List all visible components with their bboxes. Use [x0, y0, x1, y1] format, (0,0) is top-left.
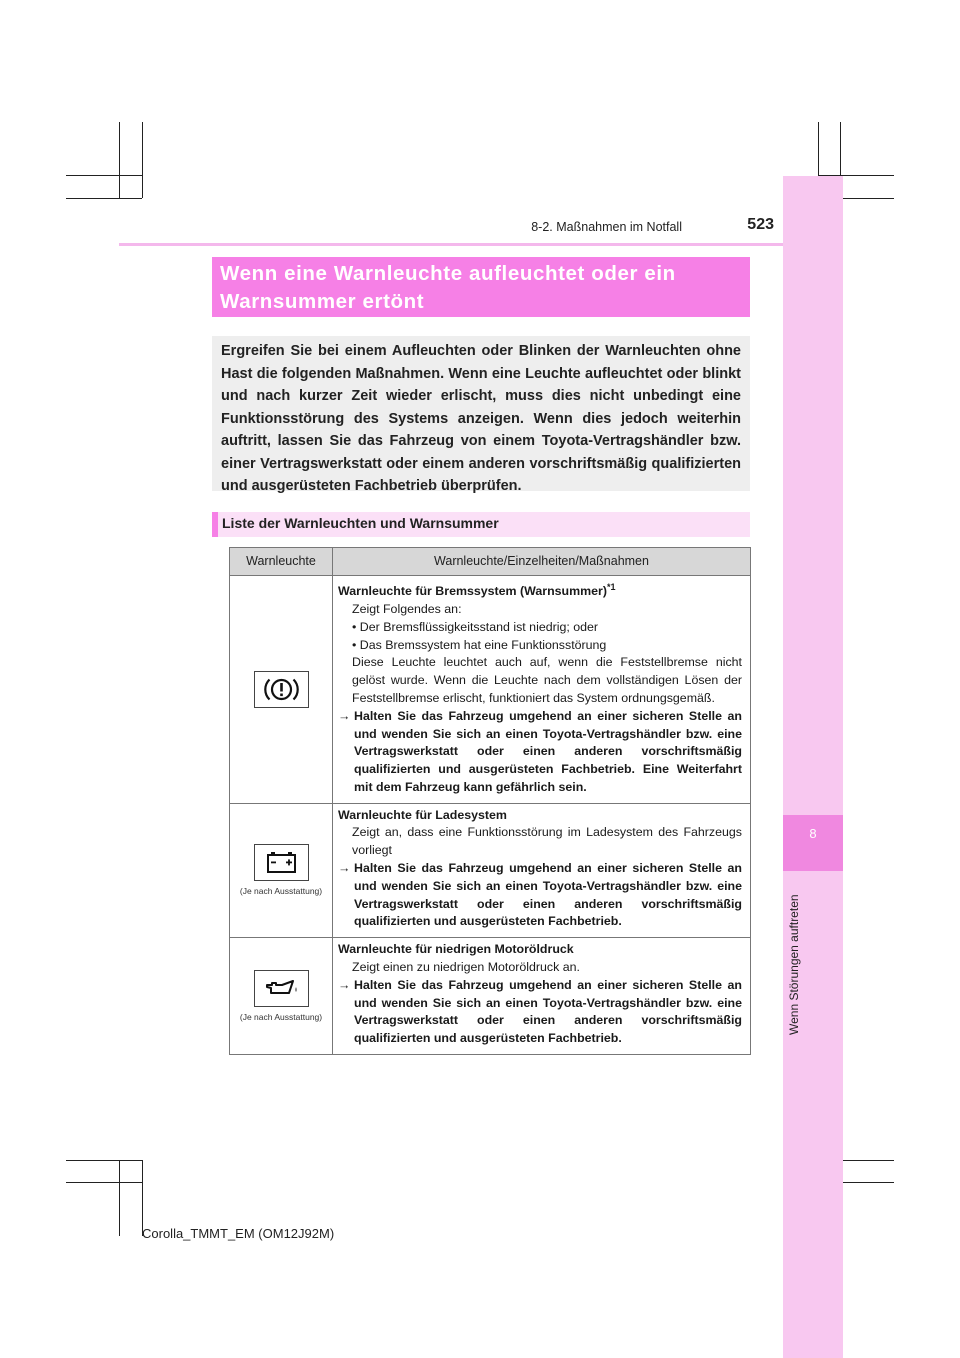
crop-mark	[66, 198, 142, 199]
brake-warning-icon	[254, 671, 309, 708]
header-divider	[119, 243, 783, 246]
table-header-light: Warnleuchte	[230, 548, 333, 576]
table-header-details: Warnleuchte/Einzelheiten/Maßnahmen	[333, 548, 751, 576]
section-label: 8-2. Maßnahmen im Notfall	[531, 220, 682, 234]
battery-icon	[254, 844, 309, 881]
table-row	[230, 803, 751, 938]
crop-mark	[119, 1160, 120, 1236]
bullet-text: Der Bremsflüssigkeitsstand ist niedrig; oder	[359, 619, 599, 634]
warning-detail: Zeigt an, dass eine Funktionsstörung im Ladesystem des Fahrzeugs vorliegt	[352, 825, 742, 858]
footnote-marker: *1	[607, 582, 616, 592]
warning-light-cell	[230, 803, 333, 938]
table-header-row	[230, 548, 751, 576]
table-row	[230, 576, 751, 804]
page-number: 523	[747, 216, 774, 233]
table-row	[230, 938, 751, 1055]
warning-title	[338, 579, 742, 601]
subheading: Liste der Warnleuchten und Warnsummer	[222, 515, 499, 531]
warning-detail: Zeigt einen zu niedrigen Motoröldruck an.	[352, 960, 580, 975]
list-item: • Der Bremsflüssigkeitsstand ist niedrig; oder	[352, 619, 599, 634]
availability-caption: (Je nach Ausstattung)	[239, 886, 323, 897]
warning-title: Warnleuchte für Ladesystem	[338, 807, 507, 822]
availability-caption: (Je nach Ausstattung)	[239, 1012, 323, 1023]
page-title-line1: Wenn eine Warnleuchte aufleuchtet oder ein	[220, 262, 676, 285]
crop-mark	[119, 122, 120, 198]
bullet-text: Das Bremssystem hat eine Funktionsstörung	[359, 637, 607, 652]
warning-action	[338, 708, 742, 797]
warning-light-table	[229, 547, 751, 1055]
warning-light-cell	[230, 576, 333, 804]
list-item: • Das Bremssystem hat eine Funktionsstörung	[352, 637, 607, 652]
crop-mark	[142, 1160, 143, 1236]
action-text: Halten Sie das Fahrzeug umgehend an einer sicheren Stelle an und wenden Sie sich an einen Toyota-Vertragshändler bzw. eine Vertragswerkstatt oder einen anderen vorschriftsmäßig qualifizierten und ausgerüsteten Fachbetrieb.	[354, 977, 742, 1046]
warning-action	[338, 977, 742, 1048]
crop-mark	[66, 175, 142, 176]
intro-text: Ergreifen Sie bei einem Aufleuchten oder Blinken der Warnleuchten ohne Hast die folgenden Maßnahmen. Wenn eine Leuchte aufleuchtet oder blinkt und nach kurzer Zeit wieder erlischt, muss dies nicht unbedingt eine Funktionsstörung des Systems anzeigen. Wenn dies jedoch weiterhin auftritt, lassen Sie das Fahrzeug von einem Toyota-Vertragshändler bzw. einer Vertragswerkstatt oder einem anderen vorschriftsmäßig qualifizierten und ausgerüsteten Fachbetrieb überprüfen.	[221, 343, 741, 494]
chapter-number: 8	[809, 826, 817, 841]
chapter-sidebar	[783, 176, 843, 1358]
arrow-icon: →	[338, 861, 351, 876]
chapter-title: Wenn Störungen auftreten	[787, 894, 801, 1035]
arrow-icon: →	[338, 977, 351, 992]
warning-intro: Zeigt Folgendes an:	[352, 601, 462, 616]
action-text: Halten Sie das Fahrzeug umgehend an einer sicheren Stelle an und wenden Sie sich an einen Toyota-Vertragshändler bzw. eine Vertragswerkstatt oder einen anderen vorschriftsmäßig qualifizierten und ausgerüsteten Fachbetrieb. Eine Weiterfahrt mit dem Fahrzeug kann gefährlich sein.	[354, 708, 742, 794]
crop-mark	[66, 1182, 142, 1183]
document-footer: Corolla_TMMT_EM (OM12J92M)	[142, 1226, 335, 1241]
warning-note: Diese Leuchte leuchtet auch auf, wenn die Feststellbremse nicht gelöst wurde. Wenn die Leuchte nach dem vollständigen Lösen der Feststellbremse erlischt, funktioniert das System ordnungsgemäß.	[352, 655, 742, 705]
warning-title-text: Warnleuchte für Bremssystem (Warnsummer)	[338, 584, 607, 599]
oil-can-icon	[254, 970, 309, 1007]
page-title-line2: Warnsummer ertönt	[220, 290, 425, 313]
page-title	[220, 260, 740, 316]
crop-mark	[142, 122, 143, 198]
action-text: Halten Sie das Fahrzeug umgehend an einer sicheren Stelle an und wenden Sie sich an einen Toyota-Vertragshändler bzw. eine Vertragswerkstatt oder einen anderen vorschriftsmäßig qualifizierten und ausgerüsteten Fachbetrieb.	[354, 861, 742, 929]
warning-action	[338, 860, 742, 931]
warning-detail-cell	[333, 938, 751, 1055]
warning-detail-cell	[333, 576, 751, 804]
arrow-icon: →	[338, 708, 351, 723]
warning-title: Warnleuchte für niedrigen Motoröldruck	[338, 942, 574, 957]
warning-light-cell	[230, 938, 333, 1055]
crop-mark	[66, 1160, 142, 1161]
warning-detail-cell	[333, 803, 751, 938]
